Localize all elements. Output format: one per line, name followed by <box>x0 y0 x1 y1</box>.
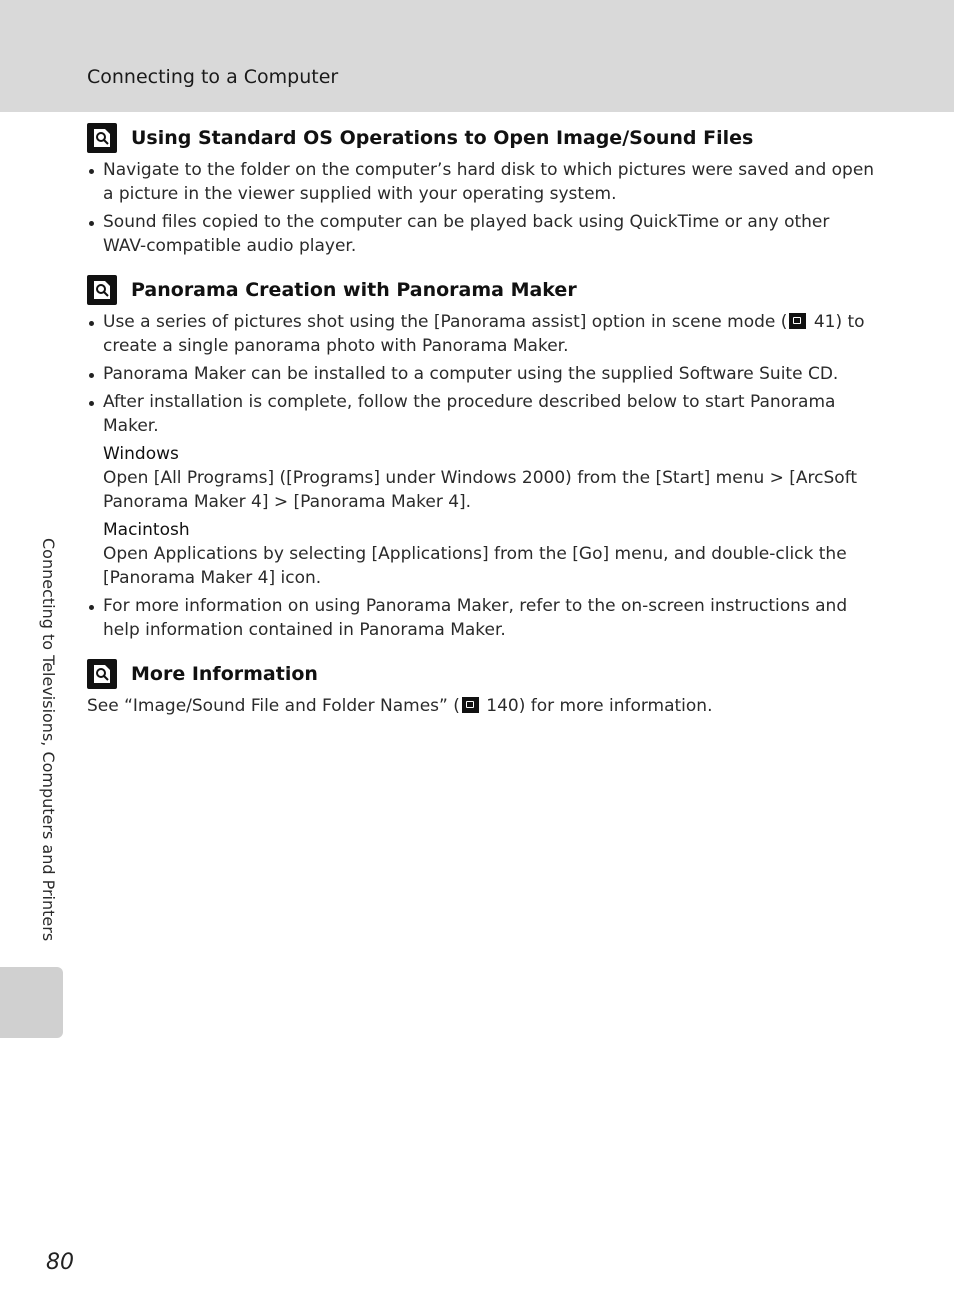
side-chapter-label: Connecting to Televisions, Computers and Printers <box>39 538 58 942</box>
bullet-list <box>87 310 877 438</box>
list-item-text: For more information on using Panorama Maker, refer to the on-screen instructions and help information contained in Panorama Maker. <box>103 596 848 640</box>
more-info-text <box>87 694 877 718</box>
header-title: Connecting to a Computer <box>87 66 339 88</box>
list-item <box>87 390 877 438</box>
bullet-list <box>87 594 877 642</box>
macintosh-text: Open Applications by selecting [Applications] from the [Go] menu, and double-click the [Panorama Maker 4] icon. <box>103 544 847 588</box>
macintosh-title: Macintosh <box>103 520 190 540</box>
list-item-text: Sound files copied to the computer can be played back using QuickTime or any other WAV-compatible audio player. <box>103 212 830 256</box>
reference-book-icon <box>789 313 806 329</box>
bullet-dot <box>89 401 94 406</box>
note-magnifier-icon <box>87 275 117 305</box>
note-magnifier-icon <box>87 123 117 153</box>
more-info-text-part: See “Image/Sound File and Folder Names” ( <box>87 696 460 716</box>
section-title: Using Standard OS Operations to Open Image/Sound Files <box>131 127 754 149</box>
list-item-text: Panorama Maker can be installed to a computer using the supplied Software Suite CD. <box>103 364 839 384</box>
section-heading <box>87 656 877 692</box>
bullet-dot <box>89 169 94 174</box>
section-title: More Information <box>131 663 318 685</box>
list-item-text-part: 41) to create a single panorama photo with Panorama Maker. <box>103 312 865 356</box>
more-info-text-part: 140) for more information. <box>480 696 713 716</box>
list-item <box>87 310 877 358</box>
list-item <box>87 362 877 386</box>
page-content <box>87 120 877 732</box>
bullet-dot <box>89 321 94 326</box>
macintosh-instructions <box>87 518 877 590</box>
chapter-tab <box>0 967 63 1038</box>
windows-instructions <box>87 442 877 514</box>
reference-book-icon <box>462 697 479 713</box>
list-item <box>87 158 877 206</box>
section-more-information <box>87 656 877 718</box>
bullet-dot <box>89 605 94 610</box>
windows-title: Windows <box>103 444 179 464</box>
section-title: Panorama Creation with Panorama Maker <box>131 279 577 301</box>
page-header <box>0 0 954 112</box>
section-os-operations <box>87 120 877 258</box>
section-heading <box>87 272 877 308</box>
list-item-text: Navigate to the folder on the computer’s hard disk to which pictures were saved and open a picture in the viewer supplied with your operating system. <box>103 160 875 204</box>
list-item-text: After installation is complete, follow the procedure described below to start Panorama Maker. <box>103 392 836 436</box>
bullet-list <box>87 158 877 258</box>
windows-text: Open [All Programs] ([Programs] under Windows 2000) from the [Start] menu > [ArcSoft Panorama Maker 4] > [Panorama Maker 4]. <box>103 468 858 512</box>
page-number: 80 <box>46 1250 74 1275</box>
section-panorama-maker <box>87 272 877 642</box>
bullet-dot <box>89 373 94 378</box>
note-magnifier-icon <box>87 659 117 689</box>
list-item <box>87 594 877 642</box>
section-heading <box>87 120 877 156</box>
list-item-text-part: Use a series of pictures shot using the [Panorama assist] option in scene mode ( <box>103 312 788 332</box>
list-item <box>87 210 877 258</box>
bullet-dot <box>89 221 94 226</box>
